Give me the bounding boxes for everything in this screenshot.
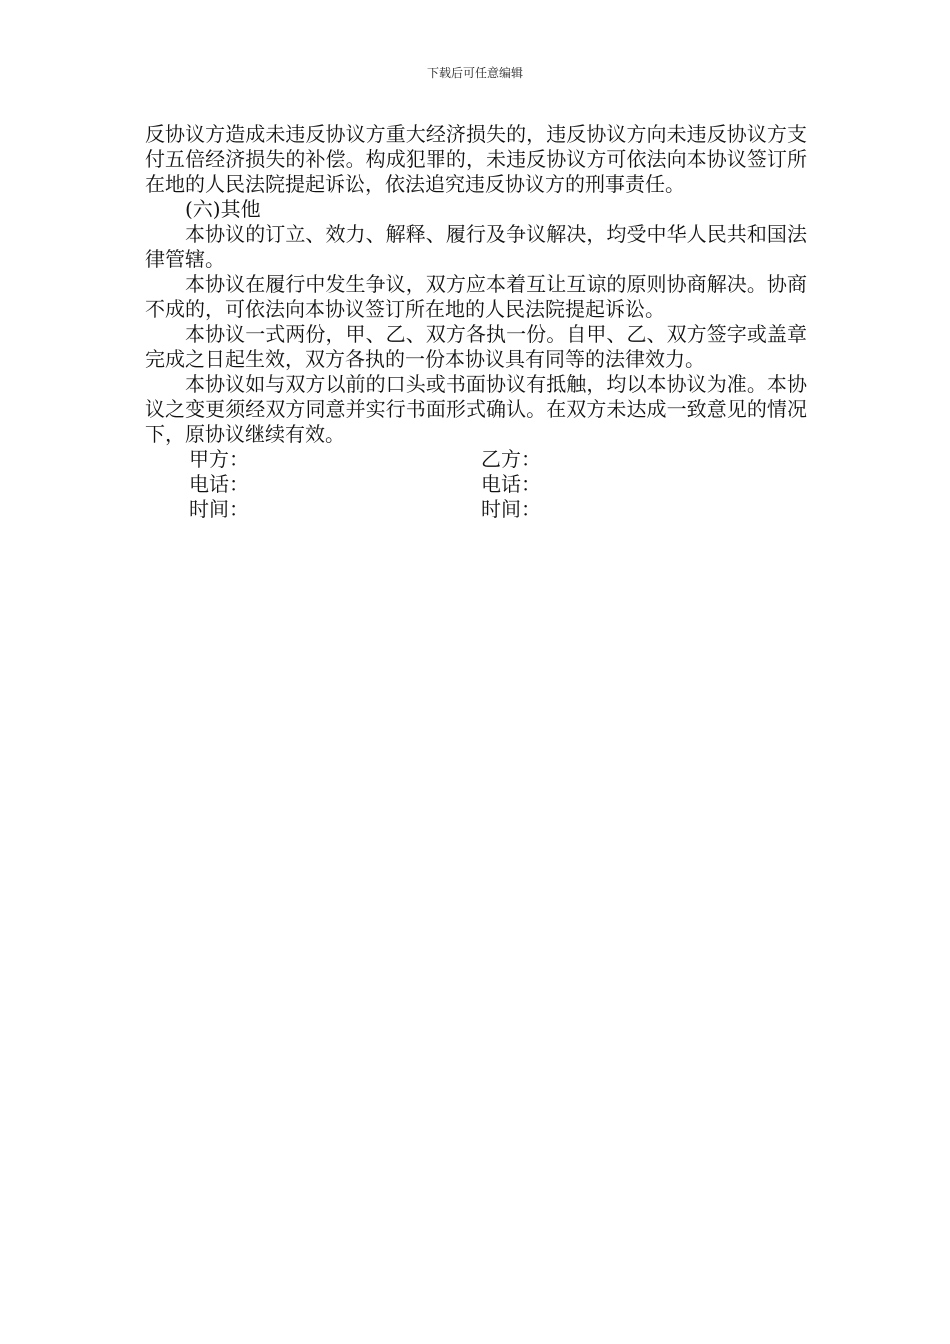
- page-header: 下载后可任意编辑: [426, 66, 523, 80]
- paragraph-penalty: 反协议方造成未违反协议方重大经济损失的，违反协议方向未违反协议方支付五倍经济损失的补偿。构成犯罪的，未违反协议方可依法向本协议签订所在地的人民法院提起诉讼，依法追究违反协议方的刑事责任。: [145, 122, 807, 196]
- paragraph-copies: 本协议一式两份，甲、乙、双方各执一份。自甲、乙、双方签字或盖章完成之日起生效，双方各执的一份本协议具有同等的法律效力。: [145, 322, 807, 371]
- signature-row-time: [145, 497, 807, 522]
- paragraph-precedence: 本协议如与双方以前的口头或书面协议有抵触，均以本协议为准。本协议之变更须经双方同意并实行书面形式确认。在双方未达成一致意见的情况下，原协议继续有效。: [145, 372, 807, 446]
- phone-b-label: 电话：: [481, 472, 541, 496]
- time-b-label: 时间：: [481, 497, 541, 521]
- paragraph-dispute: 本协议在履行中发生争议，双方应本着互让互谅的原则协商解决。协商不成的，可依法向本协议签订所在地的人民法院提起诉讼。: [145, 272, 807, 321]
- time-a-label: 时间：: [189, 497, 249, 521]
- paragraph-governing-law: 本协议的订立、效力、解释、履行及争议解决，均受中华人民共和国法律管辖。: [145, 222, 807, 271]
- party-b-label: 乙方：: [481, 447, 541, 471]
- signature-row-phone: [145, 472, 807, 497]
- party-a-label: 甲方：: [189, 447, 249, 471]
- signature-row-party: [145, 447, 807, 472]
- section-heading-other: (六)其他: [185, 197, 261, 221]
- document-body: [145, 122, 807, 522]
- phone-a-label: 电话：: [189, 472, 249, 496]
